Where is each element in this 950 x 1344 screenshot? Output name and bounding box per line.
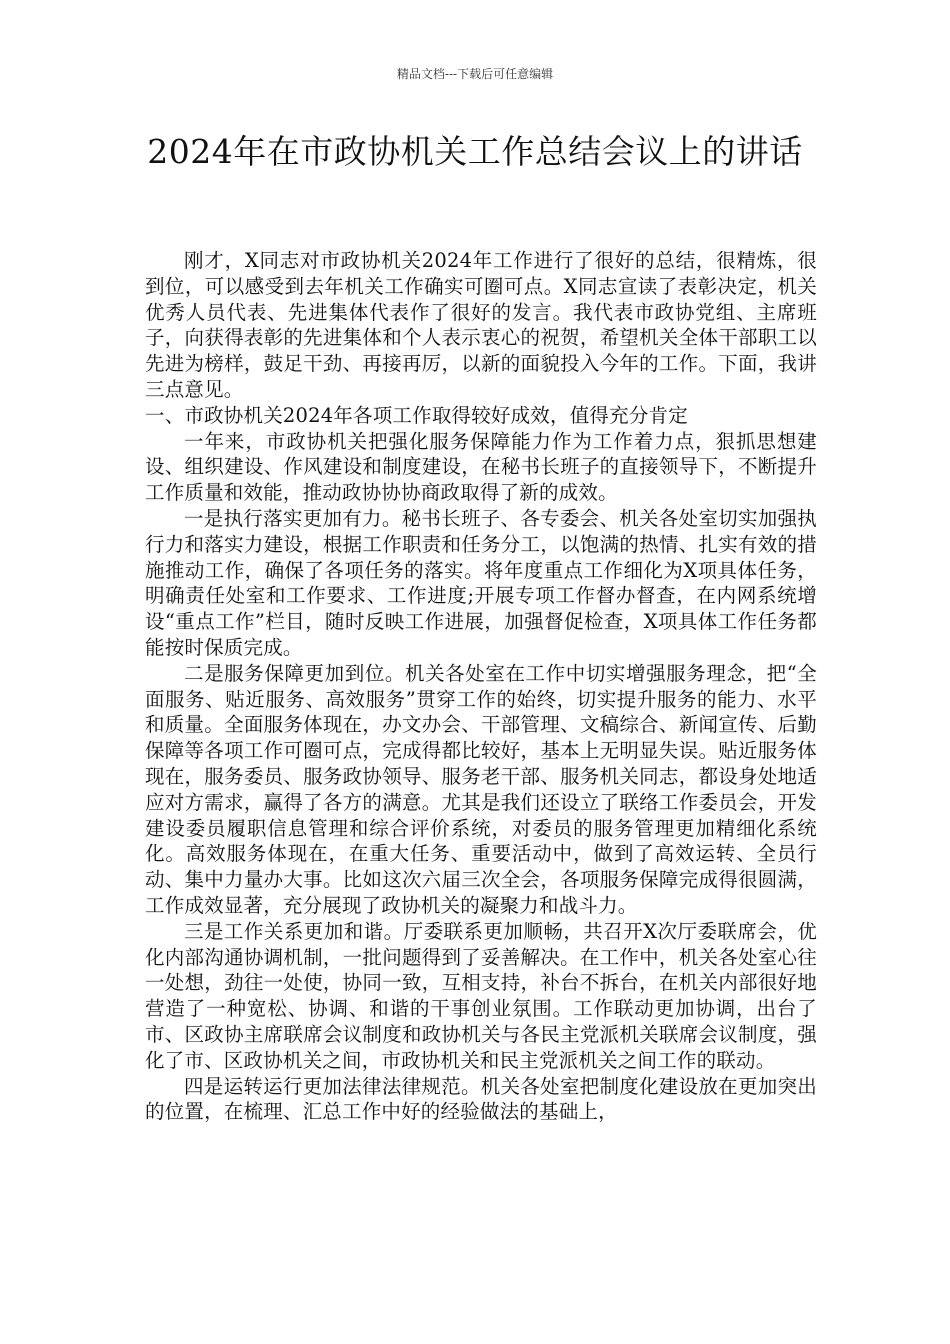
paragraph-overview: 一年来，市政协机关把强化服务保障能力作为工作着力点，狠抓思想建设、组织建设、作风建设和制度建设，在秘书长班子的直接领导下，不断提升工作质量和效能，推动政协协协商政取得了新的成效。 xyxy=(145,429,817,505)
paragraph-point-3: 三是工作关系更加和谐。厅委联系更加顺畅，共召开X次厅委联席会，优化内部沟通协调机制，一批问题得到了妥善解决。在工作中，机关各处室心往一处想，劲往一处使，协同一致，互相支持，补台不拆台，在机关内部很好地营造了一种宽松、协调、和谐的干事创业氛围。工作联动更加协调，出台了市、区政协主席联席会议制度和政协机关与各民主党派机关联席会议制度，强化了市、区政协机关之间，市政协机关和民主党派机关之间工作的联动。 xyxy=(145,919,817,1072)
paragraph-point-4: 四是运转运行更加法律法律规范。机关各处室把制度化建设放在更加突出的位置，在梳理、汇总工作中好的经验做法的基础上， xyxy=(145,1074,817,1124)
section-heading-1: 一、市政协机关2024年各项工作取得较好成效，值得充分肯定 xyxy=(145,403,688,427)
document-title: 2024年在市政协机关工作总结会议上的讲话 xyxy=(147,132,803,171)
header-note: 精品文档---下载后可任意编辑 xyxy=(396,67,554,81)
document-body xyxy=(145,248,817,1125)
paragraph-point-2: 二是服务保障更加到位。机关各处室在工作中切实增强服务理念，把“全面服务、贴近服务、高效服务”贯穿工作的始终，切实提升服务的能力、水平和质量。全面服务体现在，办文办会、干部管理、文稿综合、新闻宣传、后勤保障等各项工作可圈可点，完成得都比较好，基本上无明显失误。贴近服务体现在，服务委员、服务政协领导、服务老干部、服务机关同志，都设身处地适应对方需求，赢得了各方的满意。尤其是我们还设立了联络工作委员会，开发建设委员履职信息管理和综合评价系统，对委员的服务管理更加精细化系统化。高效服务体现在，在重大任务、重要活动中，做到了高效运转、全员行动、集中力量办大事。比如这次六届三次全会，各项服务保障完成得很圆满，工作成效显著，充分展现了政协机关的凝聚力和战斗力。 xyxy=(145,661,817,917)
paragraph-point-1: 一是执行落实更加有力。秘书长班子、各专委会、机关各处室切实加强执行力和落实力建设，根据工作职责和任务分工，以饱满的热情、扎实有效的措施推动工作，确保了各项任务的落实。将年度重点工作细化为X项具体任务，明确责任处室和工作要求、工作进度;开展专项工作督办督查，在内网系统增设“重点工作”栏目，随时反映工作进展，加强督促检查，X项具体工作任务都能按时保质完成。 xyxy=(145,506,817,659)
paragraph-intro: 刚才，X同志对市政协机关2024年工作进行了很好的总结，很精炼，很到位，可以感受到去年机关工作确实可圈可点。X同志宣读了表彰决定，机关优秀人员代表、先进集体代表作了很好的发言。我代表市政协党组、主席班子，向获得表彰的先进集体和个人表示衷心的祝贺，希望机关全体干部职工以先进为榜样，鼓足干劲、再接再厉，以新的面貌投入今年的工作。下面，我讲三点意见。 xyxy=(145,249,817,401)
